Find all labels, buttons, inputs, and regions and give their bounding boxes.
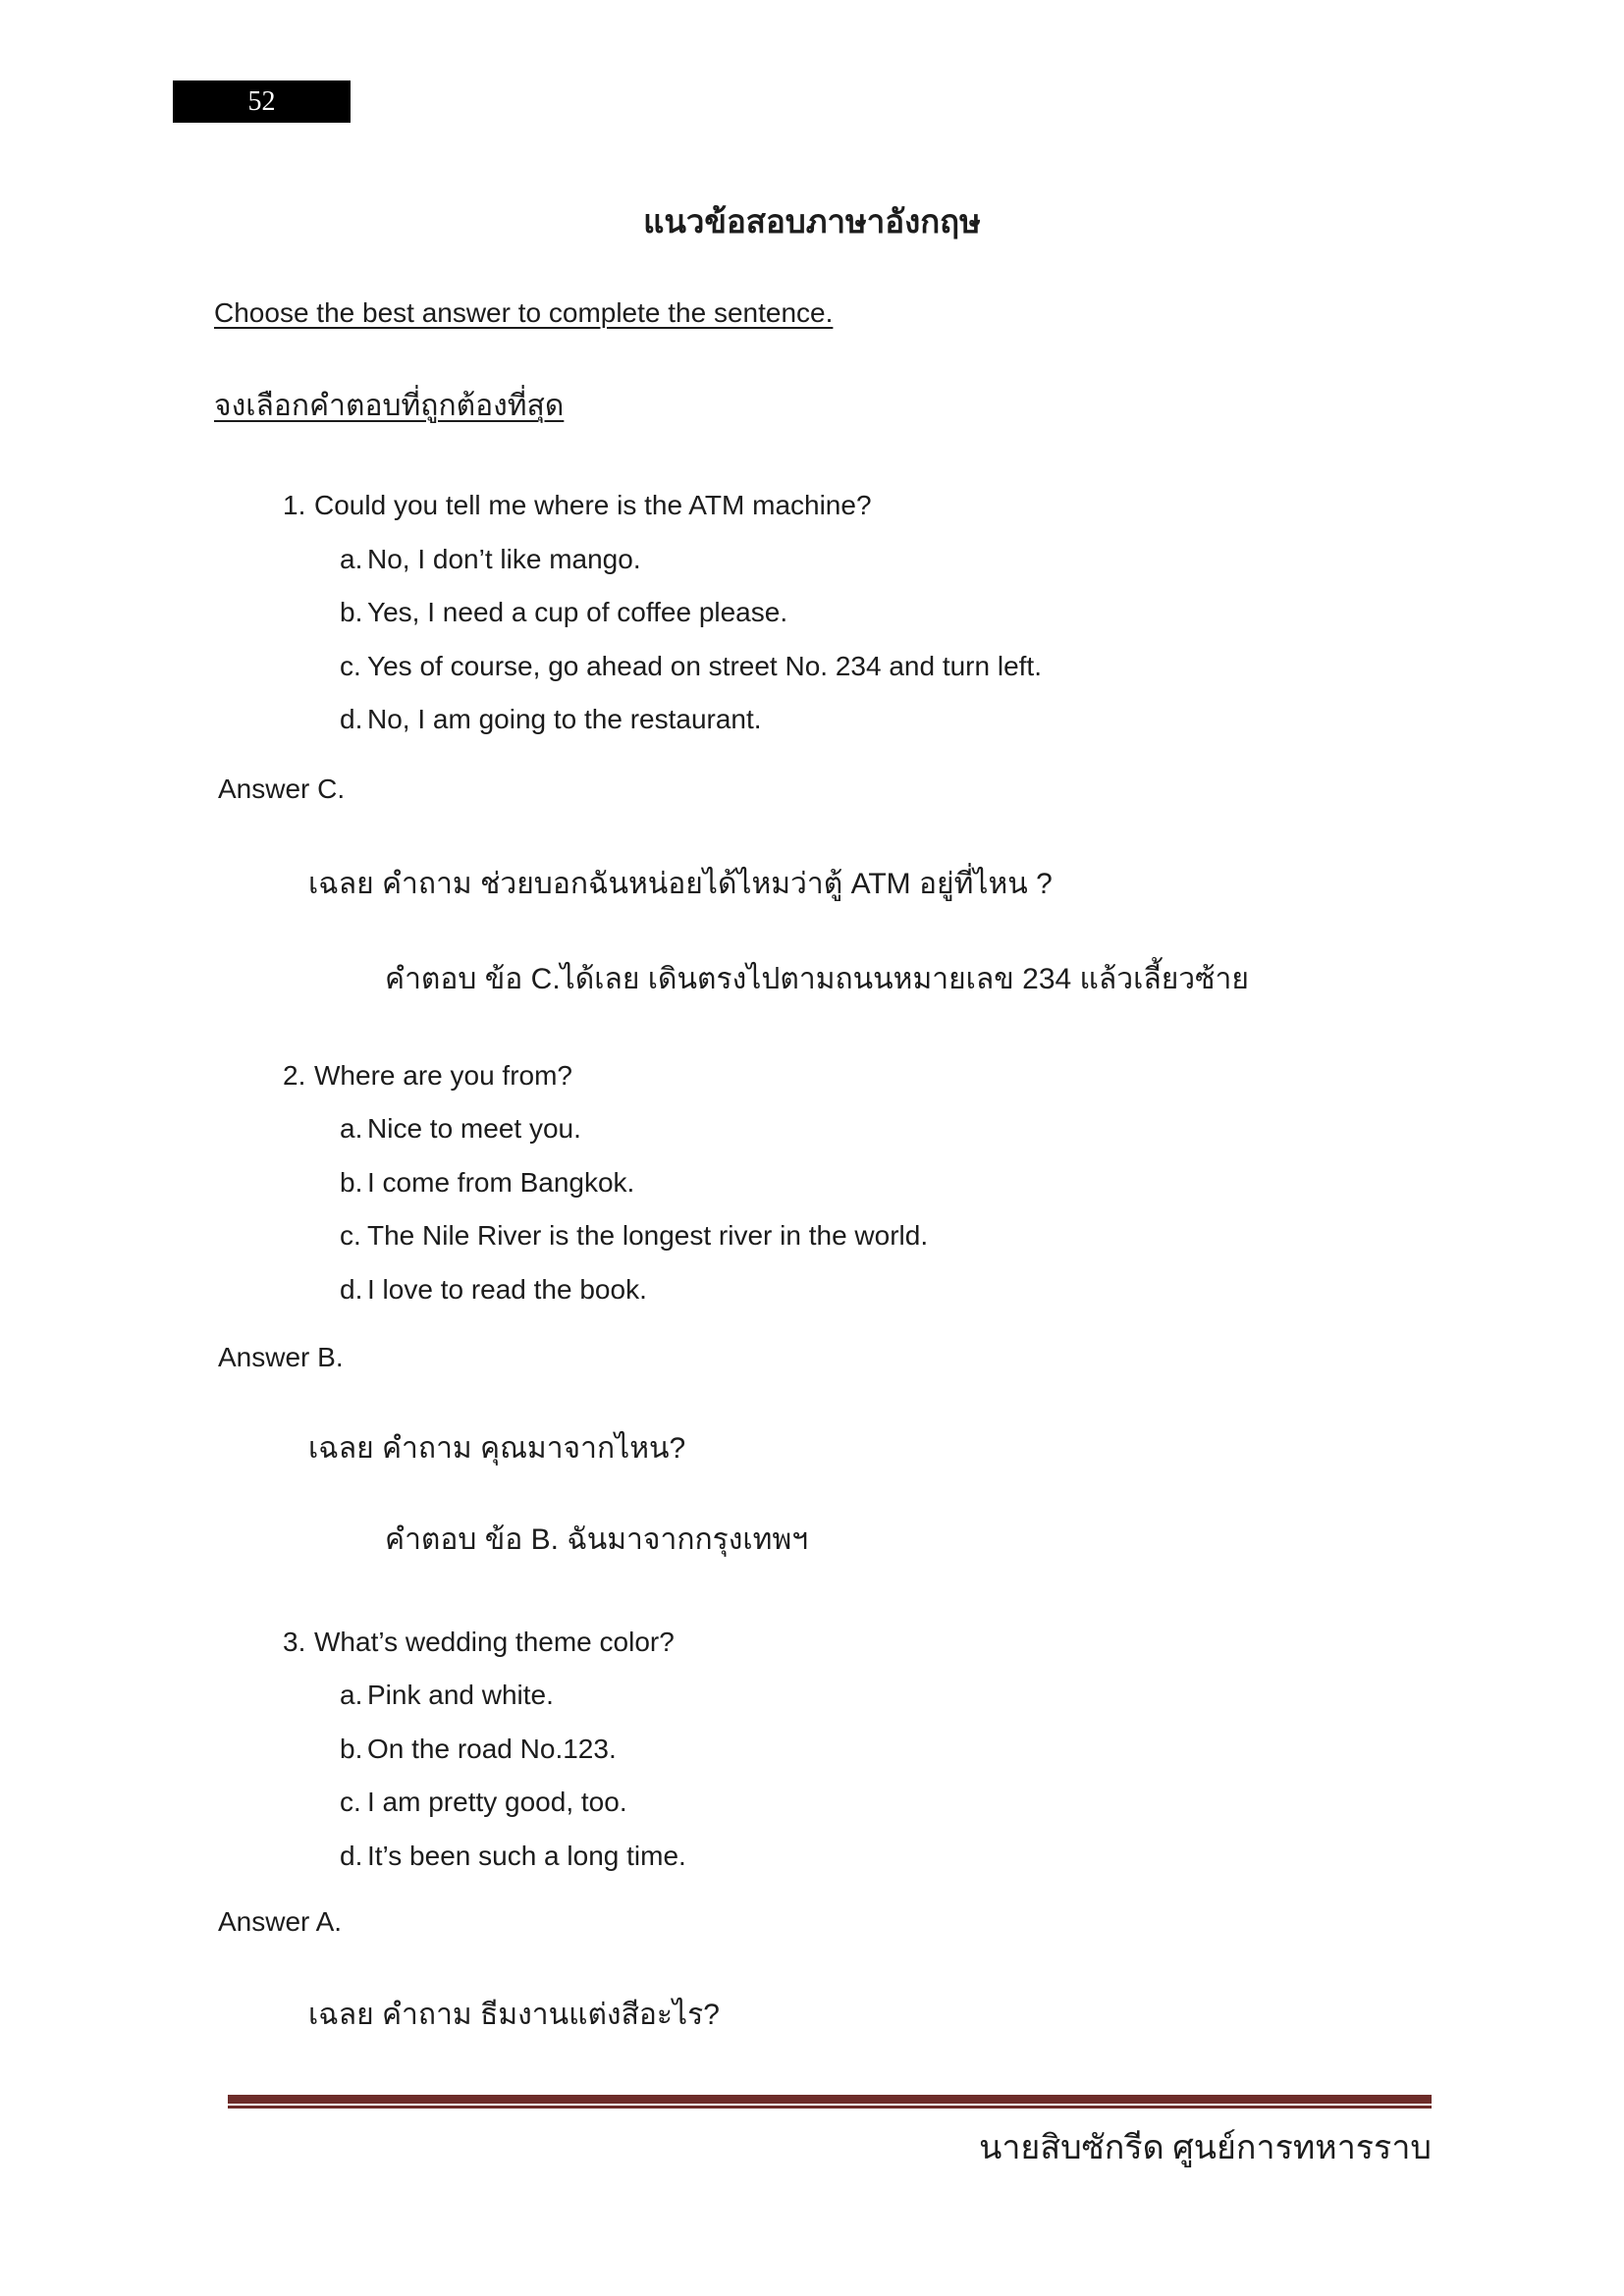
question-text: Could you tell me where is the ATM machine? — [314, 490, 872, 520]
option-row — [340, 1276, 647, 1304]
explanation-answer: คำตอบ ข้อ C.ได้เลย เดินตรงไปตามถนนหมายเลข 234 แล้วเลี้ยวซ้าย — [385, 963, 1249, 995]
option-row — [340, 1789, 627, 1816]
option-letter: d. — [340, 1841, 363, 1871]
option-text: Yes, I need a cup of coffee please. — [367, 597, 788, 627]
question-text: What’s wedding theme color? — [314, 1627, 675, 1657]
option-letter: b. — [340, 1167, 363, 1198]
answer-label: Answer B. — [218, 1342, 344, 1372]
option-letter: d. — [340, 704, 363, 734]
option-row — [340, 1169, 634, 1197]
option-text: It’s been such a long time. — [367, 1841, 686, 1871]
question-row — [283, 492, 872, 519]
option-letter: c. — [340, 651, 361, 681]
option-text: On the road No.123. — [367, 1734, 617, 1764]
explanation-question: เฉลย คำถาม ช่วยบอกฉันหน่อยได้ไหมว่าตู้ ATM อยู่ที่ไหน ? — [308, 868, 1053, 900]
option-text: The Nile River is the longest river in the world. — [367, 1220, 929, 1251]
question-row — [283, 1062, 572, 1090]
explanation-question: เฉลย คำถาม ธีมงานแต่งสีอะไร? — [308, 1999, 720, 2031]
page-number-badge — [173, 80, 351, 123]
footer-rule — [228, 2095, 1432, 2109]
option-row — [340, 653, 1042, 680]
footer-rule-thick-line — [228, 2095, 1432, 2104]
option-letter: a. — [340, 544, 363, 574]
answer-label: Answer C. — [218, 774, 346, 804]
option-row — [340, 1222, 928, 1250]
instruction-thai: จงเลือกคำตอบที่ถูกต้องที่สุด — [214, 390, 565, 422]
answer-label: Answer A. — [218, 1906, 343, 1937]
option-row — [340, 1842, 686, 1870]
explanation-answer: คำตอบ ข้อ B. ฉันมาจากกรุงเทพฯ — [385, 1523, 809, 1556]
page-title: แนวข้อสอบภาษาอังกฤษ — [643, 203, 981, 240]
option-letter: d. — [340, 1274, 363, 1305]
option-text: I love to read the book. — [367, 1274, 647, 1305]
question-number: 1. — [283, 490, 306, 520]
page-number: 52 — [247, 85, 276, 117]
explanation-question: เฉลย คำถาม คุณมาจากไหน? — [308, 1432, 686, 1465]
question-text: Where are you from? — [314, 1060, 572, 1091]
option-text: Pink and white. — [367, 1680, 554, 1710]
option-row — [340, 706, 762, 733]
option-row — [340, 1682, 554, 1709]
option-text: No, I am going to the restaurant. — [367, 704, 762, 734]
option-text: Yes of course, go ahead on street No. 234 and turn left. — [367, 651, 1042, 681]
option-row — [340, 599, 787, 626]
question-number: 3. — [283, 1627, 306, 1657]
option-letter: b. — [340, 597, 363, 627]
option-letter: a. — [340, 1680, 363, 1710]
option-row — [340, 1115, 581, 1143]
option-row — [340, 1735, 617, 1763]
option-letter: c. — [340, 1787, 361, 1817]
footer-credit: นายสิบซักรีด ศูนย์การทหารราบ — [979, 2130, 1432, 2166]
option-text: Nice to meet you. — [367, 1113, 581, 1144]
option-letter: c. — [340, 1220, 361, 1251]
footer-rule-thin-line — [228, 2106, 1432, 2109]
option-text: No, I don’t like mango. — [367, 544, 641, 574]
option-letter: a. — [340, 1113, 363, 1144]
instruction-english: Choose the best answer to complete the sentence. — [214, 297, 834, 328]
option-text: I come from Bangkok. — [367, 1167, 635, 1198]
option-letter: b. — [340, 1734, 363, 1764]
option-row — [340, 546, 641, 573]
question-number: 2. — [283, 1060, 306, 1091]
option-text: I am pretty good, too. — [367, 1787, 627, 1817]
question-row — [283, 1629, 675, 1656]
